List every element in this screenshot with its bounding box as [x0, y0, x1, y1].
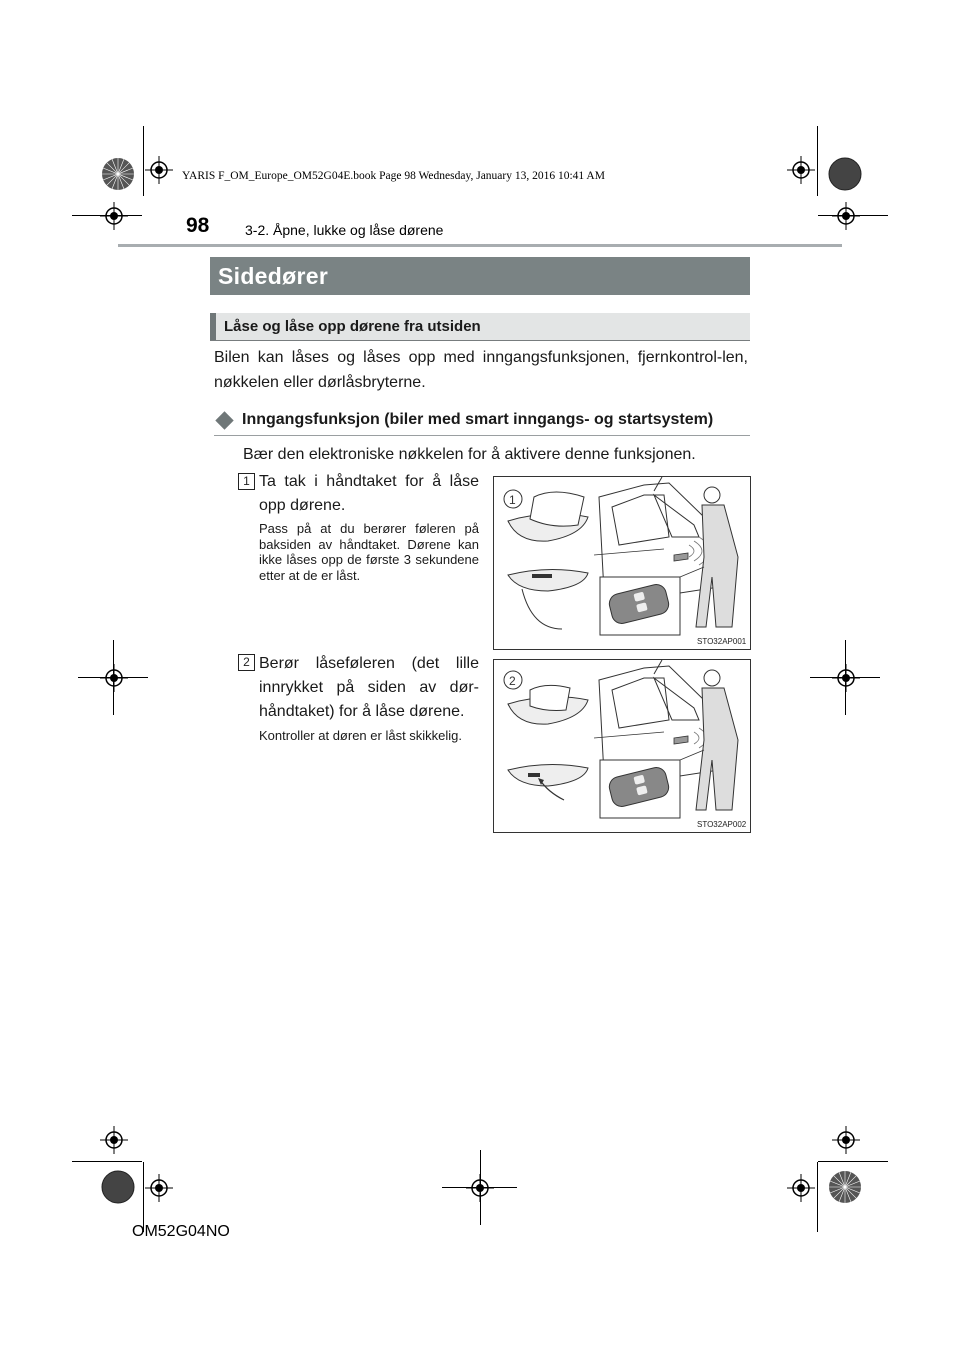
- document-id: OM52G04NO: [132, 1223, 230, 1240]
- diamond-bullet-icon: [215, 411, 233, 429]
- step-number-badge: 2: [238, 654, 255, 671]
- feature-heading-row: [214, 410, 750, 436]
- sunburst-dark-icon: [828, 157, 862, 191]
- step-text: Berør låseføleren (det lille innrykket på siden av dør-håndtaket) for å låse dørene.: [259, 655, 479, 720]
- registration-crosshair-icon: [145, 156, 173, 184]
- car-lock-sensor-illustration: [494, 660, 750, 832]
- registration-crosshair-icon: [832, 1126, 860, 1154]
- subheading-accent-bar: [210, 313, 216, 340]
- section-title: 3-2. Åpne, lukke og låse dørene: [245, 222, 444, 238]
- header-rule: [118, 244, 842, 247]
- page-number: 98: [186, 214, 210, 237]
- sunburst-dark-icon: [101, 1170, 135, 1204]
- step-note: Kontroller at døren er låst skikkelig.: [259, 728, 463, 743]
- sunburst-registration-icon: [101, 157, 135, 191]
- step-number-badge: 1: [238, 473, 255, 490]
- registration-crosshair-icon: [100, 664, 128, 692]
- registration-crosshair-icon: [832, 202, 860, 230]
- figure-unlock-door: [493, 476, 751, 650]
- figure-code: STO32AP002: [697, 820, 747, 829]
- step-note: Pass på at du berører føleren på baksiden av håndtaket. Dørene kan ikke låses opp de første 3 sekundene etter at de er låst.: [259, 521, 479, 583]
- figure-lock-door: [493, 659, 751, 833]
- registration-crosshair-icon: [466, 1174, 494, 1202]
- registration-crosshair-icon: [100, 202, 128, 230]
- registration-crosshair-icon: [100, 1126, 128, 1154]
- file-stamp: YARIS F_OM_Europe_OM52G04E.book Page 98 Wednesday, January 13, 2016 10:41 AM: [182, 170, 605, 182]
- svg-text:2: 2: [509, 674, 516, 688]
- figure-code: STO32AP001: [697, 637, 747, 646]
- registration-crosshair-icon: [787, 1174, 815, 1202]
- svg-text:1: 1: [509, 493, 516, 507]
- car-door-handle-illustration: [494, 477, 750, 649]
- subheading: Låse og låse opp dørene fra utsiden: [224, 318, 481, 335]
- registration-crosshair-icon: [787, 156, 815, 184]
- heading-band: [210, 257, 750, 295]
- registration-crosshair-icon: [145, 1174, 173, 1202]
- step-text: Ta tak i håndtaket for å låse opp dørene.: [259, 473, 479, 514]
- feature-lead: Bær den elektroniske nøkkelen for å aktivere denne funksjonen.: [243, 446, 696, 463]
- subheading-band: [210, 313, 750, 341]
- feature-heading: Inngangsfunksjon (biler med smart inngangs- og startsystem): [242, 411, 714, 428]
- registration-crosshair-icon: [832, 664, 860, 692]
- intro-paragraph: Bilen kan låses og låses opp med inngangsfunksjonen, fjernkontrol-len, nøkkelen eller dørlåsbryterne.: [214, 349, 748, 391]
- page-heading: Sidedører: [218, 263, 329, 289]
- sunburst-registration-icon: [828, 1170, 862, 1204]
